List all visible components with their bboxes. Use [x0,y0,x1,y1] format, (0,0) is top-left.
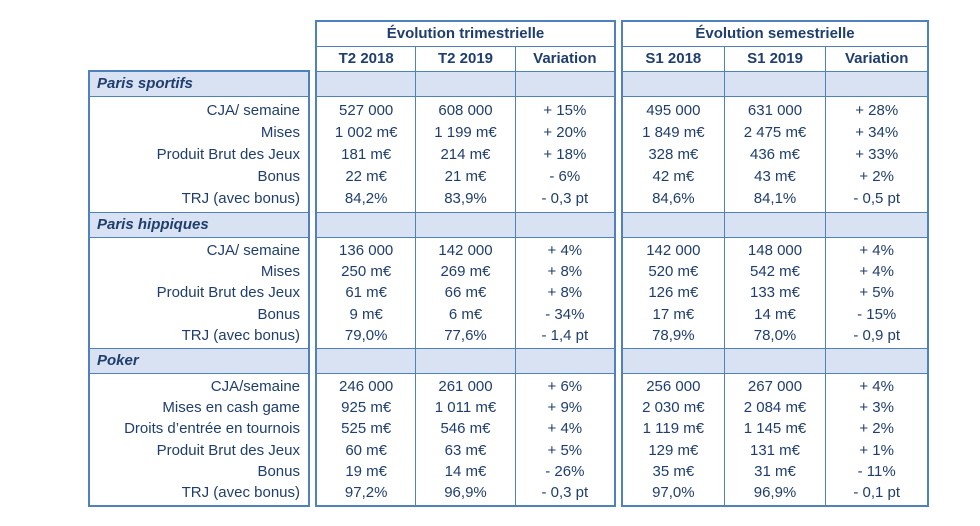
cell-value: 256 000 [646,378,701,396]
cell-value: 14 m€ [444,462,487,480]
cell-value: 1 011 m€ [434,399,497,417]
quarterly-panel [315,20,616,507]
cell-value: 250 m€ [341,263,392,281]
row-label: CJA/ semaine [206,242,300,260]
section-band-cell [725,72,827,96]
cell-value: + 1% [859,441,894,459]
section-title: Paris sportifs [90,72,308,97]
cell-value: - 34% [545,305,585,323]
section-band-cell [826,213,927,237]
cell-value: 66 m€ [444,284,487,302]
data-column [725,374,827,505]
cell-value: 436 m€ [749,146,801,163]
row-label-column [88,70,310,507]
cell-value: 97,2% [344,483,388,501]
section-band-row [623,349,927,374]
cell-value: + 18% [543,146,587,163]
data-column [516,374,614,505]
cell-value: + 4% [547,420,583,438]
section-data-block [623,374,927,505]
data-column [416,97,515,212]
section-row-labels [90,374,308,505]
cell-value: 96,9% [753,483,797,501]
section-band-cell [317,213,416,237]
data-column [725,238,827,348]
data-column [416,238,515,348]
section-data-block [317,97,614,213]
data-column [317,238,416,348]
row-label: Mises [260,263,300,281]
cell-value: 214 m€ [440,146,491,163]
cell-value: 133 m€ [749,284,801,302]
data-column [516,238,614,348]
section-data-block [623,238,927,349]
data-column [623,238,725,348]
cell-value: 84,2% [344,190,388,207]
section-band-cell [826,349,927,373]
cell-value: 246 000 [339,378,394,396]
cell-value: - 6% [549,168,581,185]
section-band-cell [516,72,614,96]
cell-value: 1 199 m€ [434,124,497,141]
cell-value: 43 m€ [754,168,796,185]
data-column [317,374,416,505]
cell-value: 31 m€ [754,462,796,480]
cell-value: 131 m€ [749,441,801,459]
cell-value: 328 m€ [648,146,699,163]
cell-value: 261 000 [438,378,493,396]
cell-value: + 4% [859,263,894,281]
cell-value: 63 m€ [444,441,487,459]
section-band-cell [317,72,416,96]
row-label: Mises [260,124,300,141]
cell-value: - 15% [857,305,897,323]
section-band-cell [416,349,515,373]
cell-value: + 2% [859,168,894,185]
section-band-cell [725,213,827,237]
cell-value: 21 m€ [444,168,487,185]
section-band-cell [826,72,927,96]
section-data-block [317,374,614,505]
column-header-variation-quarterly: Variation [533,50,597,67]
section-band-cell [516,213,614,237]
cell-value: + 6% [547,378,583,396]
cell-value: 61 m€ [345,284,388,302]
cell-value: 9 m€ [349,305,383,323]
cell-value: + 8% [547,263,583,281]
cell-value: 1 119 m€ [642,420,705,438]
cell-value: + 4% [859,378,894,396]
data-column [826,97,927,212]
data-column [826,238,927,348]
data-column [416,374,515,505]
section-band-row [623,213,927,238]
cell-value: 1 145 m€ [743,420,807,438]
cell-value: + 2% [859,420,894,438]
cell-value: - 0,3 pt [541,483,589,501]
cell-value: 608 000 [438,102,493,119]
row-label: Bonus [257,462,300,480]
section-band-cell [416,213,515,237]
row-label: Mises en cash game [162,399,300,417]
semester-panel [621,20,929,507]
cell-value: 14 m€ [754,305,796,323]
cell-value: 17 m€ [652,305,695,323]
semester-column-header-row [623,47,927,72]
cell-value: + 8% [547,284,583,302]
data-column [623,374,725,505]
cell-value: 97,0% [652,483,695,501]
cell-value: 546 m€ [440,420,491,438]
section-title: Poker [90,349,308,374]
cell-value: 1 849 m€ [642,124,705,141]
section-band-cell [623,349,725,373]
column-header-s1-2019: S1 2019 [725,47,827,71]
cell-value: 96,9% [444,483,487,501]
cell-value: 925 m€ [341,399,392,417]
section-row-labels [90,97,308,213]
cell-value: 520 m€ [648,263,699,281]
section-band-cell [623,213,725,237]
data-column [317,97,416,212]
cell-value: + 4% [547,242,583,260]
row-label: CJA/semaine [210,378,300,396]
cell-value: 78,9% [652,326,695,344]
cell-value: 542 m€ [749,263,801,281]
cell-value: 181 m€ [341,146,392,163]
cell-value: 6 m€ [448,305,483,323]
cell-value: 269 m€ [440,263,491,281]
section-data-block [623,97,927,213]
column-header-variation-semester: Variation [845,50,909,67]
cell-value: - 0,9 pt [853,326,901,344]
cell-value: + 20% [543,124,587,141]
cell-value: 78,0% [753,326,797,344]
section-band-row [317,72,614,97]
cell-value: - 11% [857,462,896,480]
cell-value: 129 m€ [648,441,699,459]
data-column [516,97,614,212]
cell-value: 525 m€ [341,420,392,438]
quarterly-column-header-row [317,47,614,72]
cell-value: 631 000 [747,102,803,119]
cell-value: + 15% [543,102,587,119]
section-title: Paris hippiques [90,213,308,238]
section-band-cell [725,349,827,373]
section-band-row [317,349,614,374]
cell-value: 495 000 [646,102,701,119]
semester-group-title: Évolution semestrielle [623,22,927,47]
cell-value: 527 000 [339,102,394,119]
column-header-t2-2018: T2 2018 [317,47,416,71]
row-label: Produit Brut des Jeux [156,146,300,163]
section-band-cell [623,72,725,96]
section-band-cell [317,349,416,373]
quarterly-group-title: Évolution trimestrielle [317,22,614,47]
row-label: Produit Brut des Jeux [156,441,300,459]
cell-value: + 33% [855,146,899,163]
cell-value: 136 000 [339,242,394,260]
cell-value: + 5% [859,284,894,302]
row-label: Droits d’entrée en tournois [124,420,300,438]
data-column [826,374,927,505]
cell-value: 142 000 [646,242,701,260]
cell-value: + 5% [547,441,583,459]
cell-value: 84,1% [753,190,797,207]
cell-value: + 9% [547,399,583,417]
cell-value: 148 000 [747,242,803,260]
section-band-cell [416,72,515,96]
section-band-cell [516,349,614,373]
cell-value: 22 m€ [345,168,388,185]
cell-value: 2 084 m€ [743,399,807,417]
cell-value: 2 475 m€ [743,124,807,141]
cell-value: 267 000 [747,378,803,396]
section-band-row [623,72,927,97]
cell-value: 60 m€ [345,441,388,459]
cell-value: 83,9% [444,190,487,207]
row-label: CJA/ semaine [206,102,300,119]
data-column [623,97,725,212]
cell-value: 42 m€ [652,168,695,185]
section-band-row [317,213,614,238]
cell-value: 84,6% [652,190,695,207]
row-label: TRJ (avec bonus) [181,483,300,501]
cell-value: 19 m€ [345,462,388,480]
cell-value: 77,6% [444,326,487,344]
cell-value: + 3% [859,399,894,417]
cell-value: 2 030 m€ [642,399,705,417]
cell-value: - 0,5 pt [853,190,901,207]
cell-value: - 26% [545,462,585,480]
row-label: TRJ (avec bonus) [181,326,300,344]
row-label: Bonus [257,305,300,323]
cell-value: - 0,1 pt [853,483,901,501]
cell-value: 142 000 [438,242,493,260]
row-label: TRJ (avec bonus) [181,190,300,207]
column-header-s1-2018: S1 2018 [623,47,725,71]
cell-value: + 34% [855,124,899,141]
data-column [725,97,827,212]
cell-value: 79,0% [344,326,388,344]
cell-value: - 0,3 pt [541,190,589,207]
row-label: Bonus [257,168,300,185]
column-header-t2-2019: T2 2019 [416,47,515,71]
cell-value: + 4% [859,242,894,260]
section-data-block [317,238,614,349]
cell-value: 1 002 m€ [334,124,398,141]
row-label: Produit Brut des Jeux [156,284,300,302]
cell-value: - 1,4 pt [541,326,589,344]
cell-value: 35 m€ [652,462,695,480]
section-row-labels [90,238,308,349]
cell-value: + 28% [855,102,899,119]
cell-value: 126 m€ [648,284,699,302]
